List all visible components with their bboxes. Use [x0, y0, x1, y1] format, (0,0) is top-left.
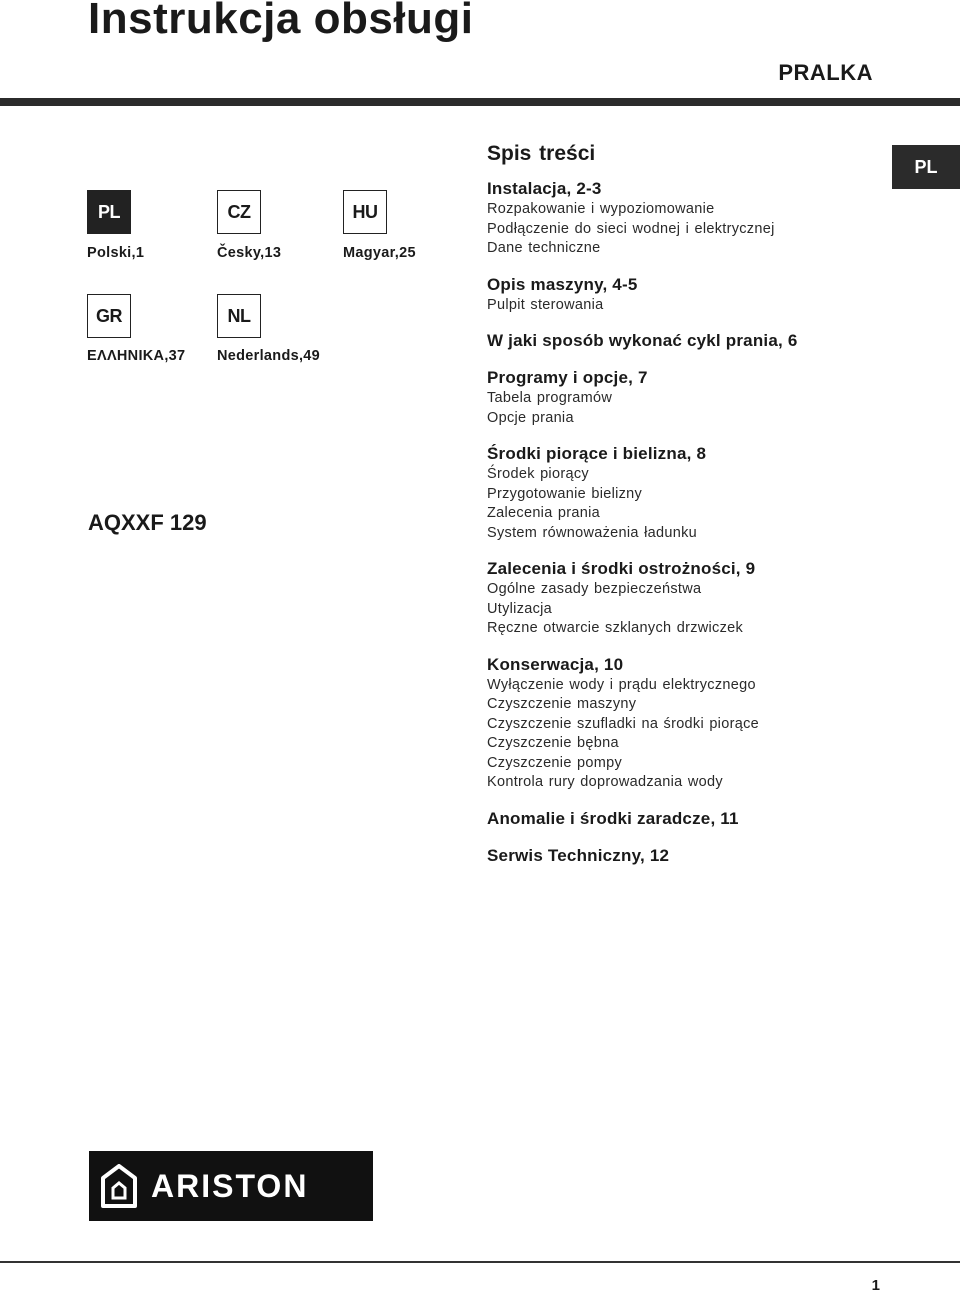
- toc-subitem[interactable]: Czyszczenie bębna: [487, 735, 619, 751]
- toc-section: [487, 558, 887, 639]
- toc-subitem[interactable]: Tabela programów: [487, 390, 613, 406]
- footer-divider: [0, 1261, 960, 1263]
- ariston-logo: [89, 1151, 373, 1221]
- language-tab: PL: [892, 145, 960, 189]
- lang-box-gr[interactable]: GR: [87, 294, 131, 338]
- toc-section: [487, 654, 887, 793]
- toc-title: Spis treści: [487, 142, 596, 165]
- toc-section-heading[interactable]: Środki piorące i bielizna, 8: [487, 444, 707, 463]
- toc-subitem[interactable]: Ogólne zasady bezpieczeństwa: [487, 581, 702, 597]
- lang-box-nl[interactable]: NL: [217, 294, 261, 338]
- lang-box-pl[interactable]: PL: [87, 190, 131, 234]
- toc-section-heading[interactable]: W jaki sposób wykonać cykl prania, 6: [487, 331, 798, 350]
- lang-label-hu[interactable]: Magyar,25: [343, 245, 416, 261]
- document-type: PRALKA: [778, 60, 873, 85]
- table-of-contents: [487, 142, 887, 882]
- toc-subitem[interactable]: Kontrola rury doprowadzania wody: [487, 774, 723, 790]
- toc-section-heading[interactable]: Zalecenia i środki ostrożności, 9: [487, 559, 756, 578]
- toc-subitem[interactable]: Dane techniczne: [487, 240, 601, 256]
- toc-section: [487, 330, 887, 352]
- page-title: Instrukcja obsługi: [88, 0, 474, 43]
- toc-section: [487, 178, 887, 259]
- toc-subitem[interactable]: Czyszczenie szufladki na środki piorące: [487, 715, 759, 732]
- model-number: AQXXF 129: [88, 510, 207, 535]
- lang-label-pl[interactable]: Polski,1: [87, 245, 145, 261]
- toc-subitem[interactable]: Czyszczenie maszyny: [487, 696, 637, 712]
- toc-subitem[interactable]: System równoważenia ładunku: [487, 524, 697, 541]
- lang-label-nl[interactable]: Nederlands,49: [217, 348, 321, 364]
- page-number: 1: [871, 1277, 880, 1294]
- toc-subitem[interactable]: Podłączenie do sieci wodnej i elektrycznej: [487, 220, 775, 237]
- toc-section-heading[interactable]: Programy i opcje, 7: [487, 368, 648, 387]
- toc-subitem[interactable]: Zalecenia prania: [487, 505, 601, 521]
- toc-subitem[interactable]: Wyłączenie wody i prądu elektrycznego: [487, 676, 756, 693]
- toc-section-heading[interactable]: Serwis Techniczny, 12: [487, 845, 670, 865]
- toc-sections: [487, 178, 887, 867]
- brand-name: ARISTON: [151, 1167, 309, 1204]
- toc-subitem[interactable]: Środek piorący: [487, 466, 589, 482]
- toc-section: [487, 808, 887, 830]
- toc-subitem[interactable]: Przygotowanie bielizny: [487, 485, 643, 502]
- toc-subitem[interactable]: Ręczne otwarcie szklanych drzwiczek: [487, 620, 744, 636]
- header-divider: [0, 98, 960, 106]
- lang-label-cz[interactable]: Česky,13: [217, 245, 282, 261]
- lang-label-gr[interactable]: ΕΛΛΗΝΙΚΑ,37: [87, 348, 186, 364]
- lang-box-hu[interactable]: HU: [343, 190, 387, 234]
- toc-section: [487, 443, 887, 543]
- toc-section: [487, 845, 887, 867]
- toc-subitem[interactable]: Pulpit sterowania: [487, 296, 604, 313]
- toc-section-heading[interactable]: Opis maszyny, 4-5: [487, 274, 638, 294]
- toc-section: [487, 367, 887, 428]
- toc-section-heading[interactable]: Instalacja, 2-3: [487, 179, 602, 198]
- toc-section: [487, 274, 887, 316]
- lang-box-cz[interactable]: CZ: [217, 190, 261, 234]
- toc-subitem[interactable]: Czyszczenie pompy: [487, 754, 623, 771]
- house-logo-icon: [101, 1164, 137, 1208]
- toc-subitem[interactable]: Utylizacja: [487, 600, 553, 617]
- toc-subitem[interactable]: Opcje prania: [487, 409, 574, 426]
- toc-subitem[interactable]: Rozpakowanie i wypoziomowanie: [487, 201, 715, 217]
- toc-section-heading[interactable]: Konserwacja, 10: [487, 654, 624, 674]
- toc-section-heading[interactable]: Anomalie i środki zaradcze, 11: [487, 808, 739, 828]
